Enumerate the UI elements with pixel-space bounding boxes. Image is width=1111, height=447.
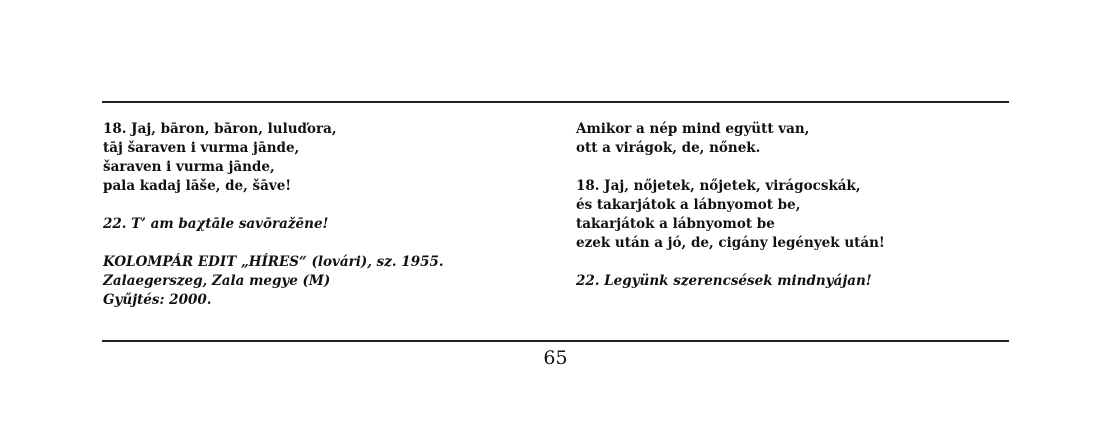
page-number: 65 [543,347,568,369]
verse-line: és takarjátok a lábnyomot be, [576,197,801,213]
top-rule [102,101,1009,103]
verse-line: ezek után a jó, de, cigány legények után! [576,235,885,251]
refrain-line: 22. Legyünk szerencsések mindnyájan! [576,273,872,289]
intro-line: Amikor a nép mind együtt van, [576,121,810,137]
verse-line: 18. Jaj, nőjetek, nőjetek, virágocskák, [576,178,861,194]
bottom-rule [102,340,1009,342]
verse-line: tāj šaraven i vurma jānde, [103,140,300,156]
intro-line: ott a virágok, de, nőnek. [576,140,761,156]
performer-name: KOLOMPÁR EDIT „HÍRES“ (lovári), sz. 1955. [103,254,444,270]
verse-line: takarjátok a lábnyomot be [576,216,775,232]
verse-line: šaraven i vurma jānde, [103,159,275,175]
performer-place: Zalaegerszeg, Zala megye (M) [103,273,331,289]
collection-year: Gyűjtés: 2000. [103,292,212,308]
romani-text-column [103,120,533,310]
hungarian-translation-column [576,120,1006,291]
verse-line: 18. Jaj, bāron, bāron, luluďora, [103,121,337,137]
refrain-line: 22. T’ am baχtāle savōražēne! [103,216,329,232]
verse-line: pala kadaj lāše, de, šāve! [103,178,292,194]
